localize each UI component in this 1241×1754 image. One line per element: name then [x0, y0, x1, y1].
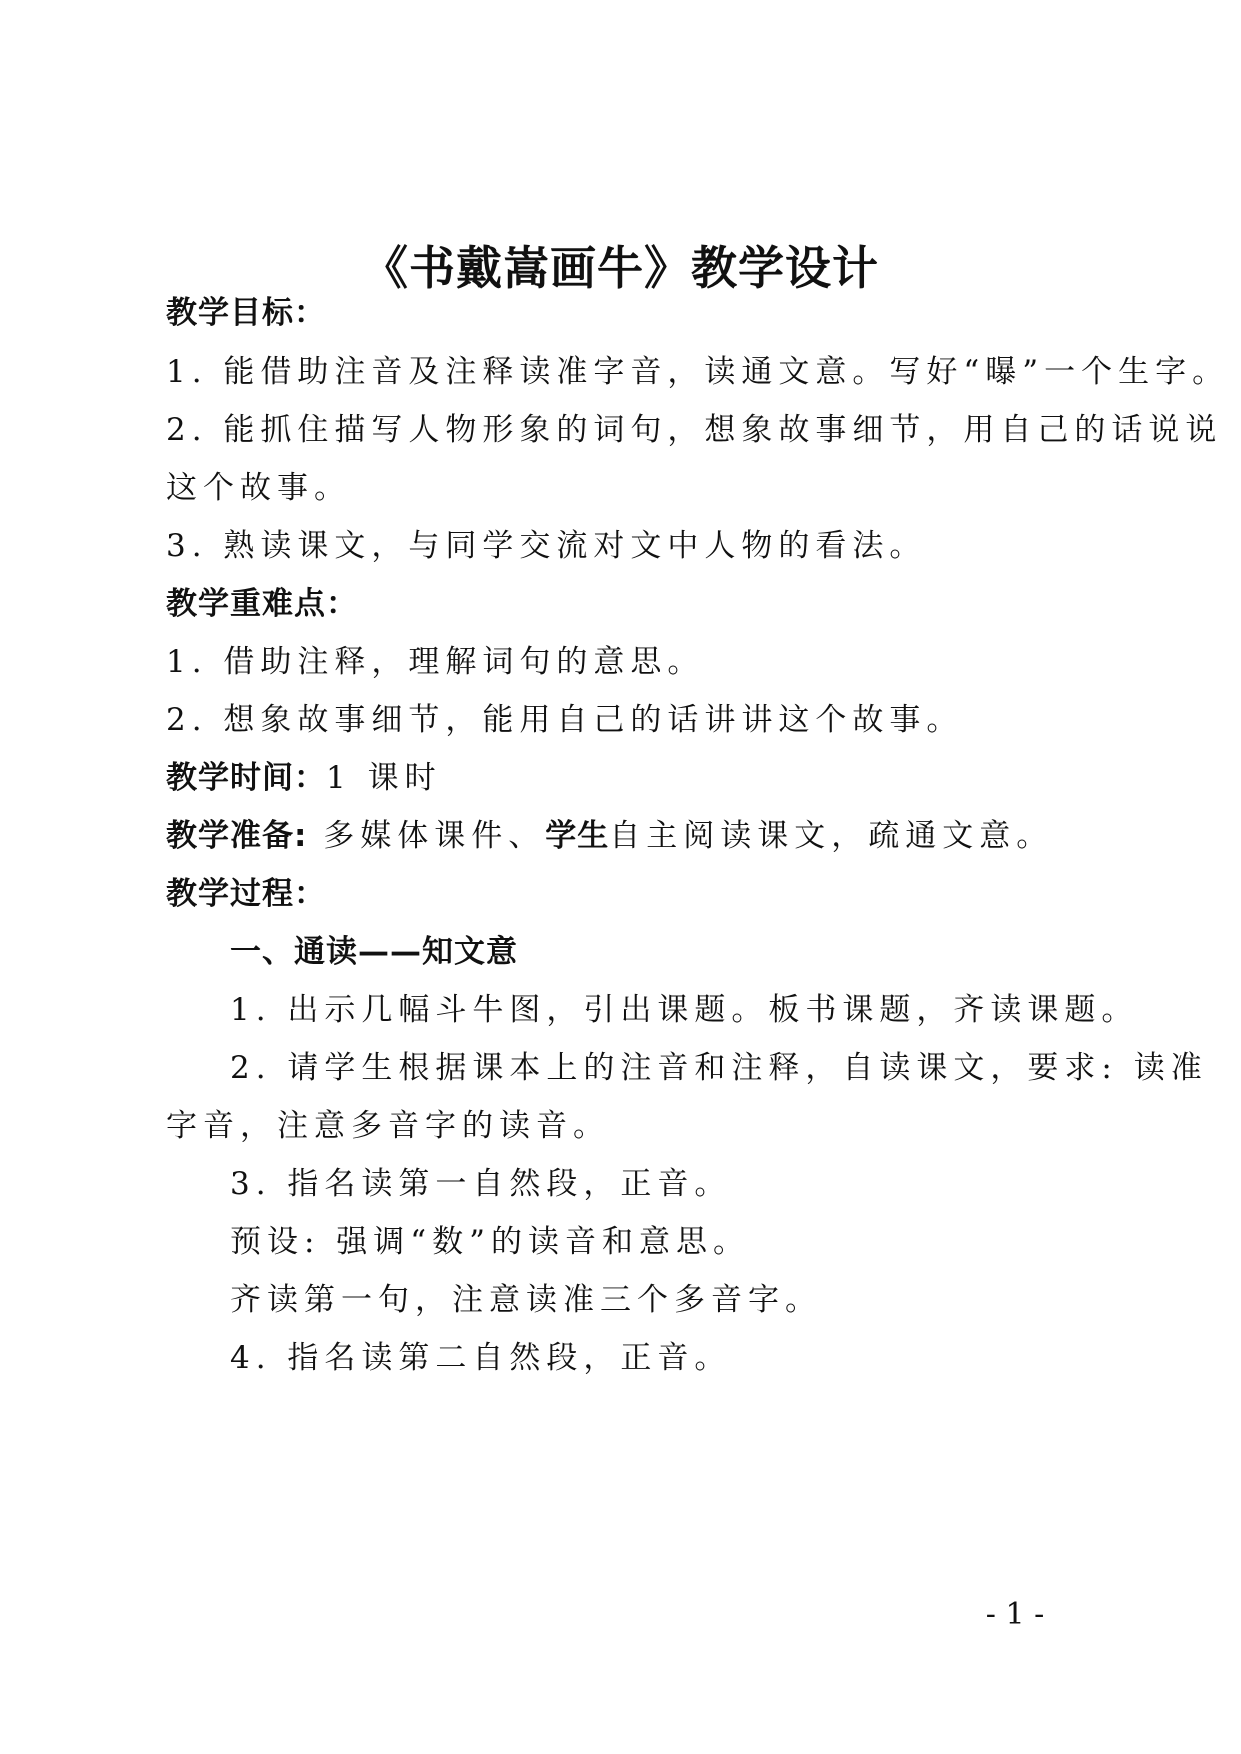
teaching-preparation — [166, 816, 1053, 856]
process-read-first-sentence: 齐读第一句，注意读准三个多音字。 — [230, 1282, 822, 1318]
process-heading: 教学过程： — [166, 876, 326, 912]
objective-item-2-continued: 这个故事。 — [166, 470, 351, 506]
section-1-title: 一、通读——知文意 — [230, 934, 518, 970]
page-number: - 1 - — [985, 1597, 1045, 1632]
process-step-4: 4. 指名读第二自然段，正音。 — [230, 1340, 732, 1376]
preparation-text-rest: 自主阅读课文，疏通文意。 — [609, 818, 1054, 854]
teaching-time-heading: 教学时间： — [166, 760, 326, 796]
preparation-text: 多媒体课件、 — [307, 818, 546, 854]
key-point-item-1: 1. 借助注释，理解词句的意思。 — [166, 644, 705, 680]
process-preset: 预设: 强调“数”的读音和意思。 — [230, 1224, 750, 1260]
preparation-heading: 教学准备: — [166, 818, 308, 854]
process-step-2: 2. 请学生根据课本上的注音和注释，自读课文，要求: 读准 — [230, 1050, 1208, 1086]
teaching-time — [166, 758, 442, 798]
process-step-2-continued: 字音，注意多音字的读音。 — [166, 1108, 610, 1144]
process-step-3: 3. 指名读第一自然段，正音。 — [230, 1166, 732, 1202]
key-point-item-2: 2. 想象故事细节，能用自己的话讲讲这个故事。 — [166, 702, 964, 738]
objective-item-3: 3. 熟读课文，与同学交流对文中人物的看法。 — [166, 528, 927, 564]
process-step-1: 1. 出示几幅斗牛图，引出课题。板书课题，齐读课题。 — [230, 992, 1139, 1028]
objective-item-1: 1. 能借助注音及注释读准字音，读通文意。写好“曝”一个生字。 — [166, 354, 1230, 390]
document-title: 《书戴嵩画牛》教学设计 — [362, 241, 879, 295]
objective-item-2: 2. 能抓住描写人物形象的词句，想象故事细节，用自己的话说说 — [166, 412, 1223, 448]
key-points-heading: 教学重难点： — [166, 586, 358, 622]
objectives-heading: 教学目标： — [166, 295, 326, 331]
teaching-time-value: 1 课时 — [326, 760, 442, 796]
preparation-bold-word: 学生 — [545, 818, 610, 854]
